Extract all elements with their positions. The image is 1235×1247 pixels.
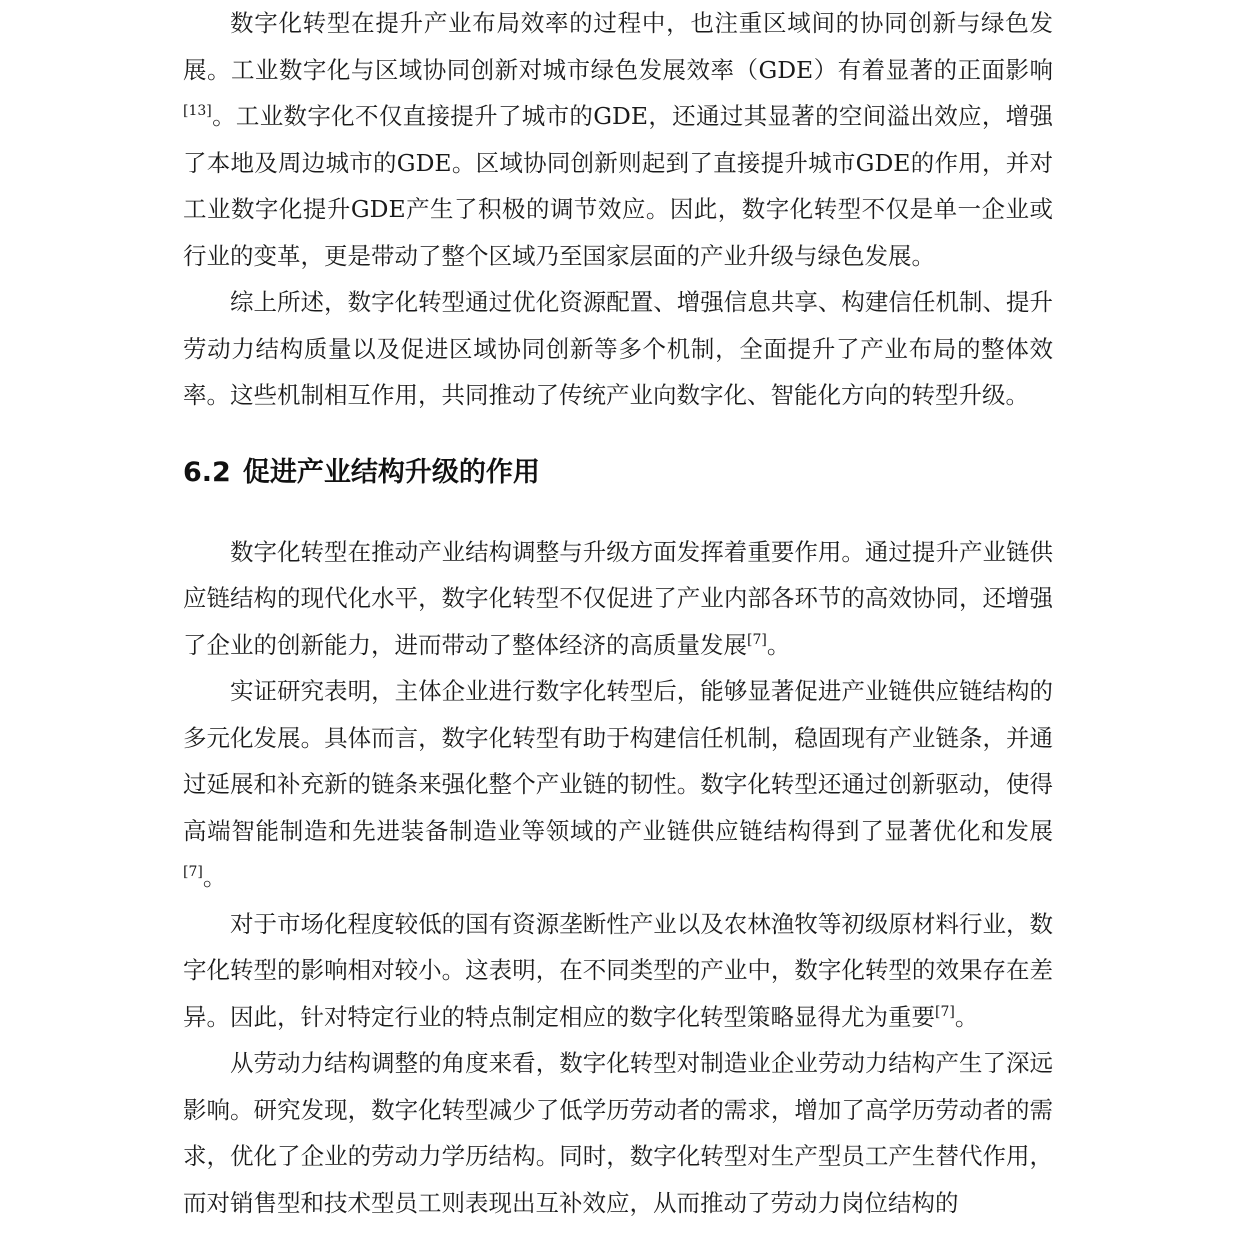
citation-ref: [7] — [747, 631, 767, 648]
paragraph-text: 。工业数字化不仅直接提升了城市的GDE，还通过其显著的空间溢出效应，增强了本地及周边城市的GDE。区域协同创新则起到了直接提升城市GDE的作用，并对工业数字化提升GDE产生了积极的调节效应。因此，数字化转型不仅是单一企业或行业的变革，更是带动了整个区域乃至国家层面的产业升级与绿色发展。 — [183, 102, 1053, 270]
citation-ref: [13] — [183, 103, 212, 119]
section-number: 6.2 — [183, 456, 231, 488]
body-paragraph — [183, 279, 1053, 419]
paragraph-text: 数字化转型在推动产业结构调整与升级方面发挥着重要作用。通过提升产业链供应链结构的现代化水平，数字化转型不仅促进了产业内部各环节的高效协同，还增强了企业的创新能力，进而带动了整体经济的高质量发展 — [183, 537, 1053, 659]
paragraph-text: 。 — [954, 1002, 979, 1031]
bottom-paragraphs — [183, 529, 1053, 1227]
body-paragraph — [183, 0, 1053, 279]
body-paragraph — [183, 529, 1053, 669]
paragraph-text: 实证研究表明，主体企业进行数字化转型后，能够显著促进产业链供应链结构的多元化发展。具体而言，数字化转型有助于构建信任机制，稳固现有产业链条，并通过延展和补充新的链条来强化整个产业链的韧性。数字化转型还通过创新驱动，使得高端智能制造和先进装备制造业等领域的产业链供应链结构得到了显著优化和发展 — [183, 677, 1053, 845]
citation-ref: [7] — [183, 864, 203, 880]
body-paragraph — [183, 668, 1053, 901]
paragraph-text: 从劳动力结构调整的角度来看，数字化转型对制造业企业劳动力结构产生了深远影响。研究发现，数字化转型减少了低学历劳动者的需求，增加了高学历劳动者的需求，优化了企业的劳动力学历结构。同时，数字化转型对生产型员工产生替代作用，而对销售型和技术型员工则表现出互补效应，从而推动了劳动力岗位结构的 — [183, 1049, 1053, 1217]
document-page — [183, 0, 1053, 1226]
section-title: 促进产业结构升级的作用 — [242, 456, 540, 488]
top-paragraphs — [183, 0, 1053, 419]
paragraph-text: 综上所述，数字化转型通过优化资源配置、增强信息共享、构建信任机制、提升劳动力结构质量以及促进区域协同创新等多个机制，全面提升了产业布局的整体效率。这些机制相互作用，共同推动了传统产业向数字化、智能化方向的转型升级。 — [183, 288, 1053, 409]
citation-ref: [7] — [935, 1003, 955, 1020]
paragraph-text: 。 — [766, 630, 791, 659]
section-heading — [183, 453, 1053, 493]
paragraph-text: 数字化转型在提升产业布局效率的过程中，也注重区域间的协同创新与绿色发展。工业数字化与区域协同创新对城市绿色发展效率（GDE）有着显著的正面影响 — [183, 9, 1053, 84]
paragraph-text: 对于市场化程度较低的国有资源垄断性产业以及农林渔牧等初级原材料行业，数字化转型的影响相对较小。这表明，在不同类型的产业中，数字化转型的效果存在差异。因此，针对特定行业的特点制定相应的数字化转型策略显得尤为重要 — [183, 909, 1053, 1031]
body-paragraph — [183, 1040, 1053, 1226]
body-paragraph — [183, 901, 1053, 1041]
paragraph-text: 。 — [202, 863, 227, 891]
